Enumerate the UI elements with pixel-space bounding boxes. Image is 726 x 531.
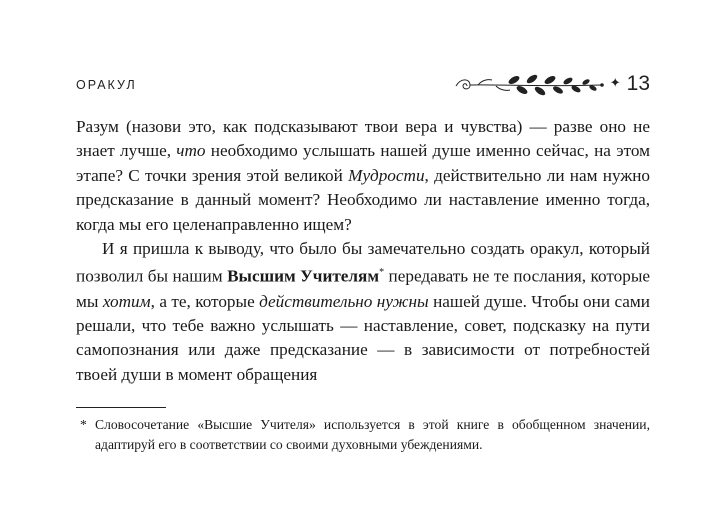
paragraph-1 bbox=[76, 115, 650, 237]
floral-vine-ornament-icon bbox=[452, 70, 612, 100]
italic-run: что bbox=[176, 141, 206, 161]
footnote-mark: * bbox=[80, 417, 87, 432]
page-header bbox=[76, 70, 650, 104]
footnote bbox=[76, 415, 650, 455]
text-run: Разум (назови это, как подсказывают твои вера и чувства) — разве оно не знает лучше, bbox=[76, 117, 650, 161]
bold-run: Высшим Учителям bbox=[227, 267, 380, 287]
text-run: передавать не те послания, которые мы bbox=[76, 267, 651, 311]
paragraph-2 bbox=[76, 237, 650, 387]
body-text bbox=[76, 115, 650, 387]
text-run: И я пришла к выводу, что было бы замечательно создать оракул, который позволил бы нашим bbox=[76, 239, 650, 287]
text-run: необходимо услышать нашей душе именно сейчас, на этом этапе? С точки зрения этой великой bbox=[76, 141, 651, 185]
star-icon: ✦ bbox=[609, 75, 621, 90]
text-run: нашей душе. Чтобы они сами решали, что тебе важно услышать — наставление, совет, подсказку на пути самопознания или даже предсказание — в зависимости от потребностей твоей души в момент обращения bbox=[76, 291, 650, 384]
footnote-ref: * bbox=[379, 267, 385, 279]
text-run: , действительно ли нам нужно предсказание в данный момент? Необходимо ли наставление именно тогда, когда мы его целенаправленно ищем? bbox=[76, 165, 651, 234]
italic-run: действительно нужны bbox=[259, 291, 429, 311]
italic-run: Мудрости bbox=[348, 165, 425, 185]
running-title: ОРАКУЛ bbox=[76, 78, 137, 92]
footnote-text: Словосочетание «Высшие Учителя» используется в этой книге в обобщенном значении, адаптируй его в соответствии со своими духовными убеждениями. bbox=[95, 417, 650, 452]
page-number bbox=[610, 72, 650, 96]
italic-run: хотим bbox=[102, 291, 151, 311]
page-number-value: 13 bbox=[626, 72, 650, 95]
footnote-divider bbox=[76, 407, 166, 408]
text-run: , а те, которые bbox=[150, 291, 260, 311]
